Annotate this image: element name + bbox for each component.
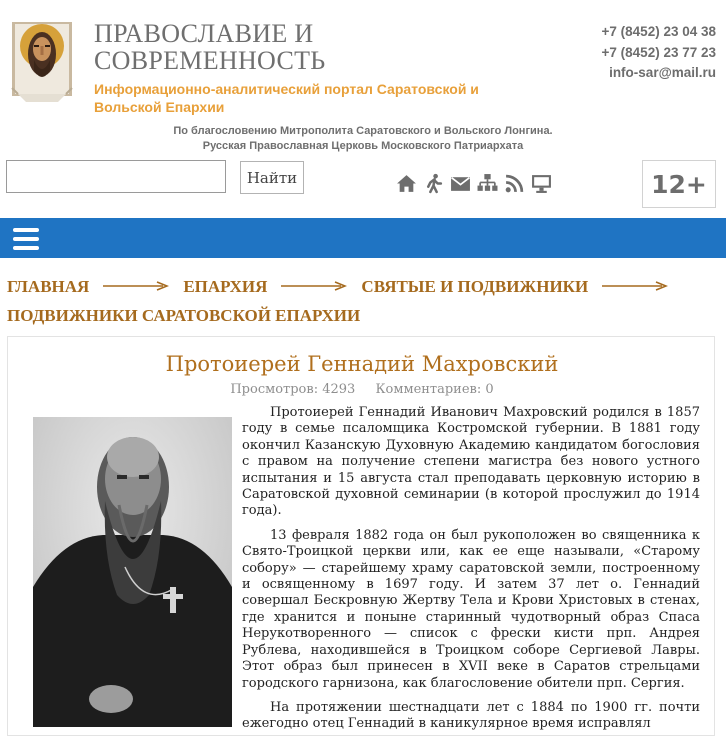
menu-icon[interactable] [13,226,39,252]
main-navbar [0,218,726,258]
email-link[interactable]: info-sar@mail.ru [609,65,716,80]
site-title-line1: ПРАВОСЛАВИЕ И [94,19,314,48]
mail-icon[interactable] [450,173,471,194]
blessing-line-1: По благословению Митрополита Саратовского и Вольского Лонгина. [173,125,553,137]
views-count: Просмотров: 4293 [230,382,356,397]
article-body [242,405,700,736]
search-button[interactable]: Найти [240,161,304,194]
blessing-line-2: Русская Православная Церковь Московского Патриархата [202,140,524,152]
quick-links [396,173,552,194]
arrow-right-icon [602,281,668,291]
arrow-right-icon [103,281,169,291]
article-paragraph: 13 февраля 1882 года он был рукоположен во священника к Свято-Троицкой церкви или, как ее еще называли, «Старому собору» — старейшему храму саратовской земли, построенному и освященному в 1697 году. И затем 37 лет о. Геннадий совершал Бескровную Жертву Тела и Крови Христовых в стенах, где хранится и поныне старинный чудотворный образ Спаса Нерукотворенного — список с фрески кисти прп. Андрея Рублева, находившейся в Троицком соборе Сергиевой Лавры. Этот образ был принесен в XVII веке в Саратов стрельцами городского гарнизона, как благословение обители прп. Сергия. [242,527,700,691]
article-paragraph: Протоиерей Геннадий Иванович Махровский родился в 1857 году в семье псаломщика Костромской губернии. В 1881 году окончил Казанскую Духовную Академию кандидатом богословия с правом на получение степени магистра без нового устного испытания и 15 августа стал преподавать церковную историю в Саратовской духовной семинарии (в которой прослужил до 1914 года). [242,405,700,519]
breadcrumb-saints[interactable]: СВЯТЫЕ И ПОДВИЖНИКИ [361,277,589,296]
article-meta [8,382,715,397]
article [7,336,715,736]
arrow-right-icon [281,281,347,291]
article-title: Протоиерей Геннадий Махровский [165,352,559,376]
site-subtitle: Информационно-аналитический портал Саратовской и Вольской Епархии [94,81,479,115]
walking-icon[interactable] [423,173,444,194]
comments-count[interactable]: Комментариев: 0 [375,382,494,397]
rss-icon[interactable] [504,173,525,194]
site-logo[interactable] [8,18,76,104]
age-rating-badge: 12+ [642,160,716,208]
monitor-icon[interactable] [531,173,552,194]
blessing-text [0,124,726,154]
breadcrumb-ascetics[interactable]: ПОДВИЖНИКИ САРАТОВСКОЙ ЕПАРХИИ [7,306,361,325]
contacts [602,22,716,84]
site-title[interactable] [94,20,326,74]
portrait-photo [33,417,232,727]
article-paragraph: На протяжении шестнадцати лет с 1884 по 1900 гг. почти ежегодно отец Геннадий в каникулярное время исправлял [242,699,700,732]
sitemap-icon[interactable] [477,173,498,194]
phone-2[interactable]: +7 (8452) 23 77 23 [601,44,716,60]
breadcrumb-home[interactable]: ГЛАВНАЯ [7,277,90,296]
search-input[interactable] [6,160,226,193]
phone-1[interactable]: +7 (8452) 23 04 38 [601,24,716,39]
breadcrumb [7,272,719,330]
site-title-line2: СОВРЕМЕННОСТЬ [94,46,326,75]
breadcrumb-eparchy[interactable]: ЕПАРХИЯ [183,277,268,296]
home-icon[interactable] [396,173,417,194]
